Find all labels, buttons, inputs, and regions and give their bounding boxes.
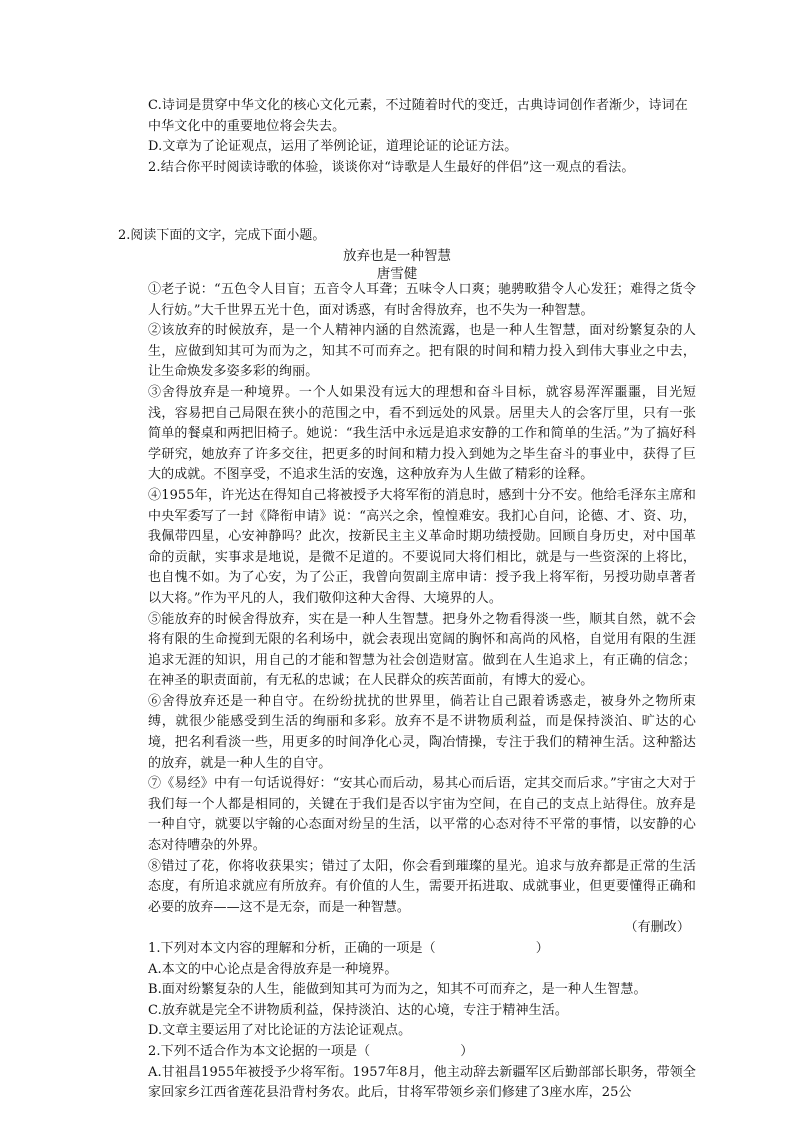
paragraph-3: ③舍得放弃是一种境界。一个人如果没有远大的理想和奋斗目标，就容易浑浑噩噩，目光短浅，容易把自己局限在狭小的范围之中，看不到远处的风景。居里夫人的会客厅里，只有一张简单的餐桌和两把旧椅子。她说：“我生活中永远是追求安静的工作和简单的生活。”为了搞好科学研究，她放弃了许多交往，把更多的时间和精力投入到她为之毕生奋斗的事业中，获得了巨大的成就。不图享受，不追求生活的安逸，这种放弃为人生做了精彩的诠释。 bbox=[148, 384, 696, 483]
paragraph-7: ⑦《易经》中有一句话说得好：“安其心而后动，易其心而后语，定其交而后求。”宇宙之大对于我们每一个人都是相同的，关键在于我们是否以宇宙为空间，在自己的支点上站得住。放弃是一种自守，就要以宇翰的心态面对纷呈的生活，以平常的心态对待不平常的事情，以安静的心态对待嘈杂的外界。 bbox=[148, 776, 696, 854]
question-2-stem bbox=[148, 1042, 696, 1063]
q2-option-a: A.甘祖昌1955年被授予少将军衔。1957年8月，他主动辞去新疆军区后勤部部长职务，带领全家回家乡江西省莲花县沿背村务农。此后，甘将军带领乡亲们修建了3座水库，25公 bbox=[148, 1064, 696, 1101]
q1-option-d: D.文章主要运用了对比论证的方法论证观点。 bbox=[148, 1023, 412, 1039]
q1-option-b: B.面对纷繁复杂的人生，能做到知其可为而为之，知其不可而弃之，是一种人生智慧。 bbox=[148, 982, 647, 998]
previous-questions-block bbox=[148, 96, 696, 178]
article-author: 唐雪健 bbox=[376, 266, 418, 282]
section-heading: 2.阅读下面的文字，完成下面小题。 bbox=[118, 228, 326, 243]
article-body bbox=[148, 272, 696, 1104]
question-1-close: ） bbox=[535, 941, 549, 956]
question-2-close: ） bbox=[460, 1043, 474, 1059]
question-2-poetry: 2.结合你平时阅读诗歌的体验，谈谈你对“诗歌是人生最好的伴侣”这一观点的看法。 bbox=[148, 159, 635, 175]
option-c: C.诗词是贯穿中华文化的核心文化元素，不过随着时代的变迁，古典诗词创作者渐少，诗词在中华文化中的重要地位将会失去。 bbox=[148, 98, 688, 134]
paragraph-2: ②该放弃的时候放弃，是一个人精神内涵的自然流露，也是一种人生智慧，面对纷繁复杂的人生，应做到知其可为而为之，知其不可而弃之。把有限的时间和精力投入到伟大事业之中去，让生命焕发多姿多彩的绚丽。 bbox=[148, 323, 696, 380]
question-1-text: 1.下列对本文内容的理解和分析，正确的一项是（ bbox=[148, 941, 436, 956]
article-title: 放弃也是一种智慧 bbox=[343, 248, 451, 264]
paragraph-6: ⑥舍得放弃还是一种自守。在纷纷扰扰的世界里，倘若让自己跟着诱惑走，被身外之物所束缚，就很少能感受到生活的绚丽和多彩。放弃不是不讲物质利益，而是保持淡泊、旷达的心境，把名利看淡一些，用更多的时间净化心灵，陶冶情操，专注于我们的精神生活。这种豁达的放弃，就是一种人生的自守。 bbox=[148, 693, 696, 771]
paragraph-8: ⑧错过了花，你将收获果实；错过了太阳，你会看到璀璨的星光。追求与放弃都是正常的生活态度，有所追求就应有所放弃。有价值的人生，需要开拓进取、成就事业，但更要懂得正确和必要的放弃——这不是无奈，而是一种智慧。 bbox=[148, 858, 696, 915]
option-d: D.文章为了论证观点，运用了举例论证，道理论证的论证方法。 bbox=[148, 139, 518, 154]
source-note: （有删改） bbox=[624, 920, 690, 936]
paragraph-1: ①老子说：“五色令人目盲；五音令人耳聋；五味令人口爽；驰骋畋猎令人心发狂；难得之货令人行妨。”大千世界五光十色，面对诱惑，有时舍得放弃，也不失为一种智慧。 bbox=[148, 282, 696, 318]
q1-option-a: A.本文的中心论点是舍得放弃是一种境界。 bbox=[148, 961, 398, 977]
question-1-stem bbox=[148, 939, 696, 960]
paragraph-5: ⑤能放弃的时候舍得放弃，实在是一种人生智慧。把身外之物看得淡一些，顺其自然，就不会将有限的生命搅到无限的名利场中，就会表现出宽阔的胸怀和高尚的风格，自觉用有限的生涯追求无涯的知识，用自己的才能和智慧为社会创造财富。做到在人生追求上，有正确的信念；在神圣的职责面前，有无私的忠诚；在人民群众的疾苦面前，有博大的爱心。 bbox=[148, 611, 696, 689]
question-2-text: 2.下列不适合作为本文论据的一项是（ bbox=[148, 1043, 371, 1059]
q1-option-c: C.放弃就是完全不讲物质利益，保持淡泊、达的心境，专注于精神生活。 bbox=[148, 1002, 568, 1018]
paragraph-4: ④1955年，许光达在得知自己将被授予大将军衔的消息时，感到十分不安。他给毛泽东主席和中央军委写了一封《降衔申请》说：“高兴之余，惶惶难安。我扪心自问，论德、才、资、功，我佩带四星，心安神静吗？此次，按新民主主义革命时期功绩授勋。回顾自身历史，对中国革命的贡献，实事求是地说，是微不足道的。不要说同大将们相比，就是与一些资深的上将比，也自愧不如。为了心安，为了公正，我曾向贺副主席申请：授予我上将军衔，另授功勋卓著者以大将。”作为平凡的人，我们敬仰这种大舍得、大境界的人。 bbox=[148, 487, 696, 606]
